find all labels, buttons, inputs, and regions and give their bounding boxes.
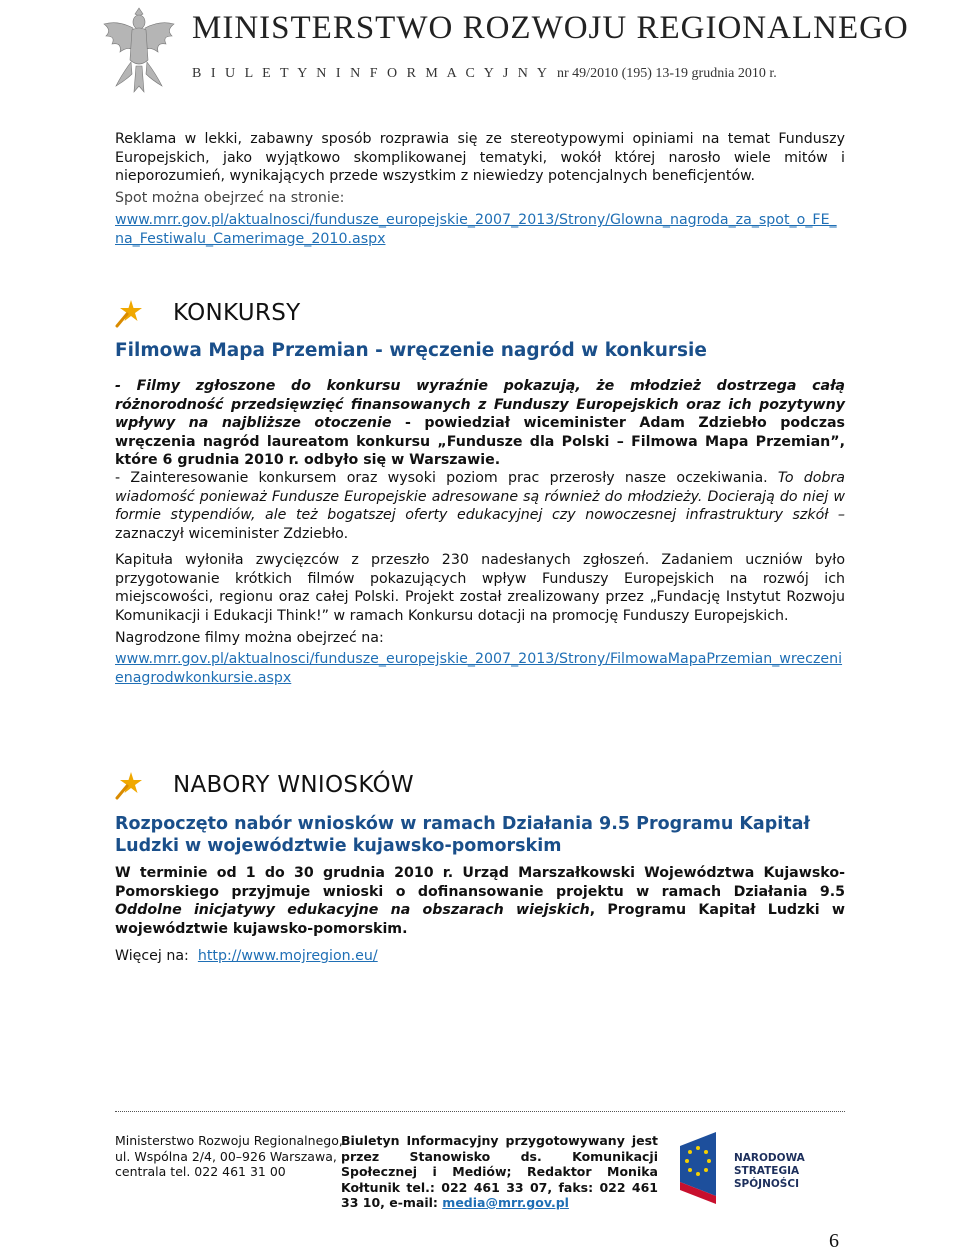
nss-logo bbox=[676, 1128, 846, 1208]
nss-logo-line2: STRATEGIA SPÓJNOŚCI bbox=[734, 1165, 800, 1190]
konkursy-quote-attribution: - powiedział wiceminister Adam Zdziebło podczas wręczenia nagród laureatom konkursu „Fundusze dla Polski – Filmowa Mapa Przemian”, które 6 grudnia 2010 r. odbyło się w Warszawie. bbox=[115, 415, 845, 468]
konkursy-quote: - Filmy zgłoszone do konkursu wyraźnie pokazują, że młodzież dostrzega całą różnorodność przedsięwzięć finansowanych z Funduszy Europejskich oraz ich pozytywny wpływy na najbliższe otoczenie bbox=[115, 378, 845, 431]
spot-link-wrap bbox=[115, 211, 845, 248]
section-title-nabory: NABORY WNIOSKÓW bbox=[173, 772, 414, 798]
spot-link[interactable]: www.mrr.gov.pl/aktualnosci/fundusze_europejskie_2007_2013/Strony/Glowna_nagroda_za_spot_o_FE_na_Festiwalu_Camerimage_2010.aspx bbox=[115, 212, 837, 247]
films-link-wrap bbox=[115, 650, 845, 687]
intro-text: Reklama w lekki, zabawny sposób rozprawia się ze stereotypowymi opiniami na temat Funduszy Europejskich, jako wyjątkowo skomplikowanej tematyki, wokół której narosło wiele mitów i nieporozumień, wynikających przede wszystkim z niewiedzy potencjalnych beneficjentów. bbox=[115, 131, 845, 184]
footer-editorial-text: Biuletyn Informacyjny przygotowywany jest przez Stanowisko ds. Komunikacji Społecznej i Mediów; Redaktor Monika Kołtunik tel.: 022 461 33 07, faks: 022 461 33 10, e-mail: bbox=[341, 1133, 658, 1210]
footer-email-link[interactable]: media@mrr.gov.pl bbox=[442, 1195, 569, 1210]
footer-editorial bbox=[341, 1133, 658, 1211]
shooting-star-icon bbox=[115, 770, 145, 800]
nabory-heading: Rozpoczęto nabór wniosków w ramach Działania 9.5 Programu Kapitał Ludzki w województwie kujawsko-pomorskim bbox=[115, 814, 810, 856]
eu-flag-logo-icon bbox=[676, 1128, 726, 1208]
shooting-star-icon bbox=[115, 298, 145, 328]
nabory-paragraph bbox=[115, 864, 845, 938]
konkursy-heading: Filmowa Mapa Przemian - wręczenie nagród w konkursie bbox=[115, 340, 707, 361]
nss-logo-line1: NARODOWA bbox=[734, 1152, 805, 1164]
footer-address bbox=[115, 1133, 343, 1180]
footer-street: ul. Wspólna 2/4, 00–926 Warszawa, bbox=[115, 1148, 337, 1164]
nabory-p1-italic: Oddolne inicjatywy edukacyjne na obszarach wiejskich bbox=[115, 902, 590, 918]
nabory-p1-bold: W terminie od 1 do 30 grudnia 2010 r. Urząd Marszałkowski Województwa Kujawsko-Pomorskiego przyjmuje wnioski o dofinansowanie projektu w ramach Działania 9.5 bbox=[115, 865, 845, 900]
intro-paragraph bbox=[115, 130, 845, 186]
spot-label: Spot można obejrzeć na stronie: bbox=[115, 190, 345, 206]
footer-phone: centrala tel. 022 461 31 00 bbox=[115, 1164, 286, 1179]
konkursy-p2-end: zaznaczył wiceminister Zdziebło. bbox=[115, 525, 349, 542]
nss-logo-text bbox=[734, 1152, 846, 1191]
bulletin-issue-line bbox=[192, 66, 777, 82]
more-label: Więcej na: bbox=[115, 948, 189, 964]
section-title-konkursy: KONKURSY bbox=[173, 300, 301, 326]
films-link[interactable]: www.mrr.gov.pl/aktualnosci/fundusze_europejskie_2007_2013/Strony/FilmowaMapaPrzemian_wreczenienagrodwkonkursie.aspx bbox=[115, 651, 843, 686]
bulletin-issue: nr 49/2010 (195) 13-19 grudnia 2010 r. bbox=[557, 66, 777, 81]
bulletin-label: B I U L E T Y N I N F O R M A C Y J N Y bbox=[192, 66, 551, 81]
footer-ministry: Ministerstwo Rozwoju Regionalnego, bbox=[115, 1133, 343, 1148]
konkursy-p2-plain: - Zainteresowanie konkursem oraz wysoki poziom prac przerosły nasze oczekiwania. bbox=[115, 470, 768, 486]
konkursy-p2-italic: To dobra wiadomość ponieważ Fundusze Europejskie adresowane są również do młodzieży. Docierają do niej w formie stypendiów, ale też bogatszej oferty edukacyjnej czy nowoczesnej infrastruktury szkół – bbox=[115, 470, 845, 523]
mojregion-link[interactable]: http://www.mojregion.eu/ bbox=[197, 948, 378, 964]
films-label: Nagrodzone filmy można obejrzeć na: bbox=[115, 630, 384, 646]
more-info-line bbox=[115, 947, 845, 966]
polish-eagle-emblem-icon bbox=[98, 2, 180, 96]
page-number: 6 bbox=[829, 1230, 839, 1252]
ministry-title: MINISTERSTWO ROZWOJU REGIONALNEGO bbox=[192, 10, 909, 46]
konkursy-paragraph-1 bbox=[115, 377, 845, 470]
konkursy-paragraph-2 bbox=[115, 469, 845, 543]
footer-divider bbox=[115, 1111, 845, 1112]
konkursy-paragraph-3: Kapituła wyłoniła zwycięzców z przeszło 230 nadesłanych zgłoszeń. Zadaniem uczniów było przygotowanie krótkich filmów pokazujących wpływ Funduszy Europejskich na rozwój ich miejscowości, regionu oraz całej Polski. Projekt został zrealizowany przez „Fundację Instytut Rozwoju Komunikacji i Edukacji Think!” w ramach Konkursu dotacji na promocję Funduszy Europejskich. bbox=[115, 552, 845, 624]
nabory-section-header bbox=[115, 770, 414, 800]
nabory-p1-bold-end: , Programu Kapitał Ludzki w województwie kujawsko-pomorskim. bbox=[115, 902, 845, 937]
konkursy-section-header bbox=[115, 298, 300, 328]
